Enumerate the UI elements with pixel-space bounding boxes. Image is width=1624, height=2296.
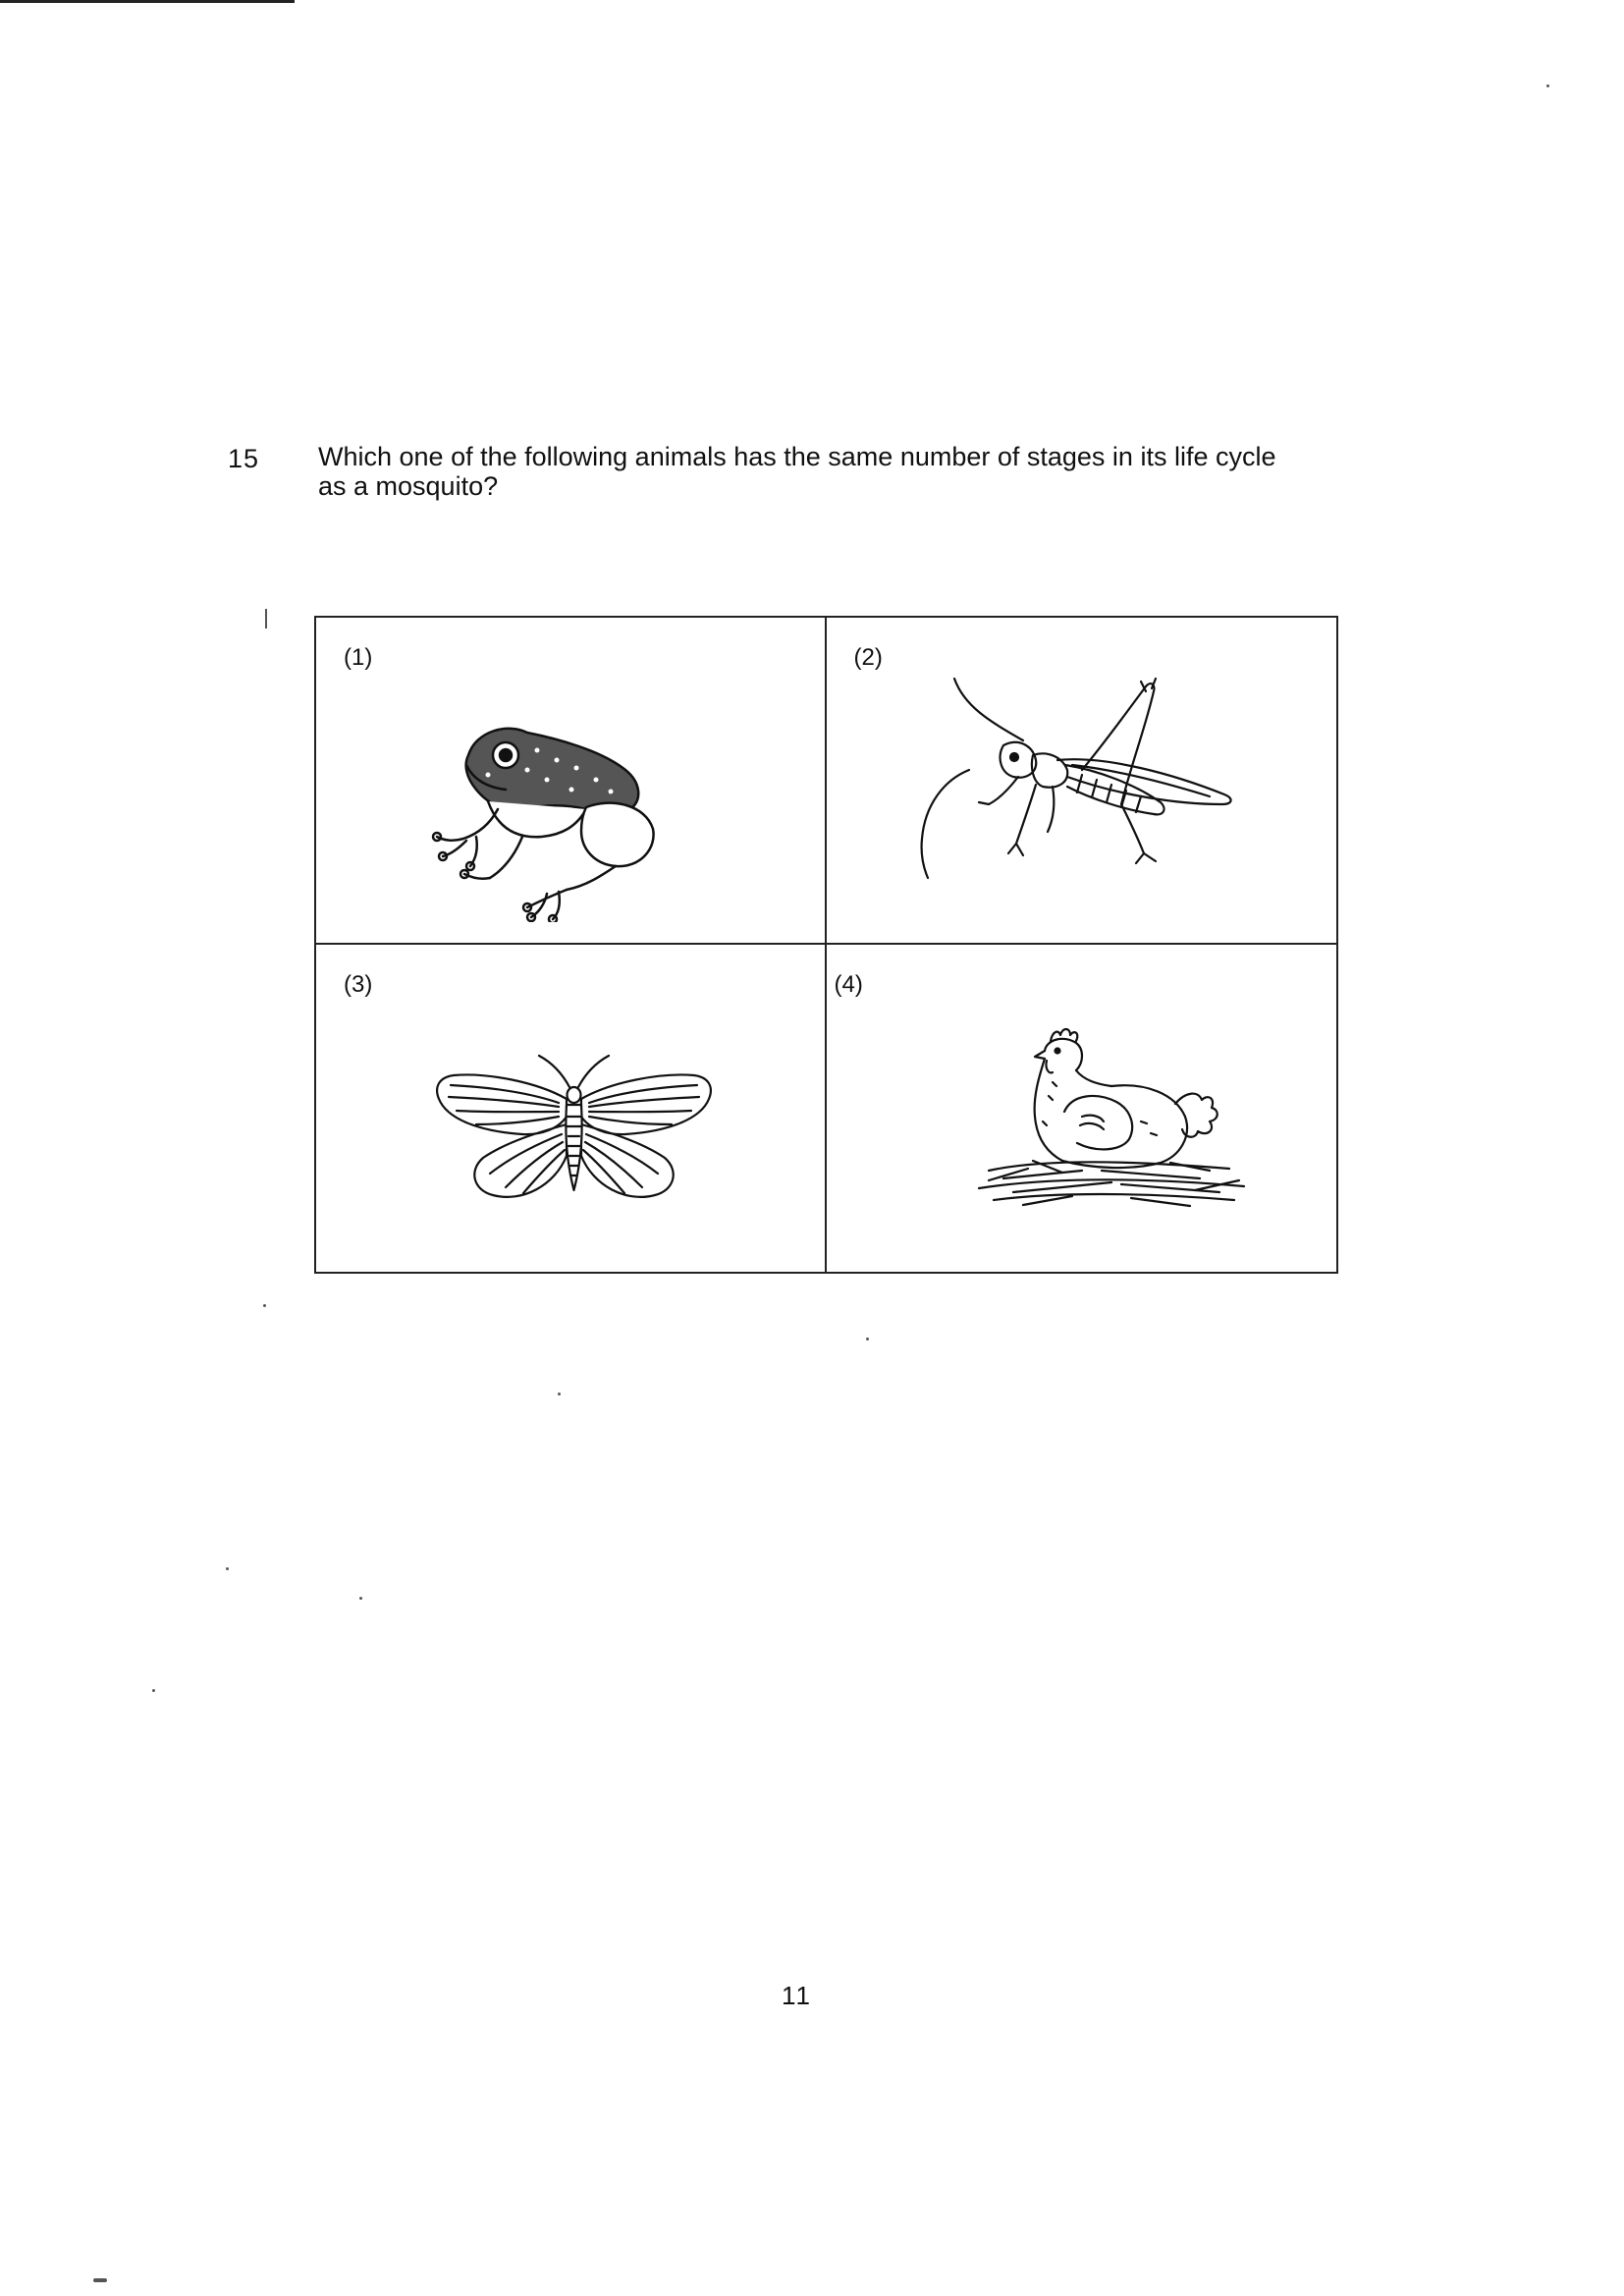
frog-icon <box>429 711 694 922</box>
scan-speck <box>226 1567 229 1570</box>
scan-mark <box>265 609 267 629</box>
option-4-label: (4) <box>834 971 863 998</box>
scan-mark <box>93 2278 107 2282</box>
options-grid <box>314 616 1338 1274</box>
question-text: Which one of the following animals has the same number of stages in its life cycle as a mosquito? <box>318 442 1276 501</box>
top-rule <box>0 0 295 3</box>
option-1-label: (1) <box>344 644 373 671</box>
page-number: 11 <box>782 1981 812 2010</box>
option-3[interactable] <box>316 945 827 1272</box>
scan-speck <box>152 1689 155 1692</box>
option-2-label: (2) <box>853 644 883 671</box>
option-2[interactable] <box>827 618 1337 945</box>
question-number: 15 <box>228 444 260 473</box>
option-4[interactable] <box>827 945 1337 1272</box>
option-3-label: (3) <box>344 971 373 998</box>
scan-speck <box>866 1338 869 1340</box>
option-1[interactable] <box>316 618 827 945</box>
butterfly-icon <box>429 1048 719 1210</box>
hen-icon <box>974 1023 1249 1220</box>
scan-speck <box>263 1304 266 1307</box>
scan-speck <box>359 1597 362 1600</box>
scan-speck <box>1546 84 1549 87</box>
grasshopper-icon <box>910 667 1293 922</box>
scan-speck <box>558 1393 561 1395</box>
